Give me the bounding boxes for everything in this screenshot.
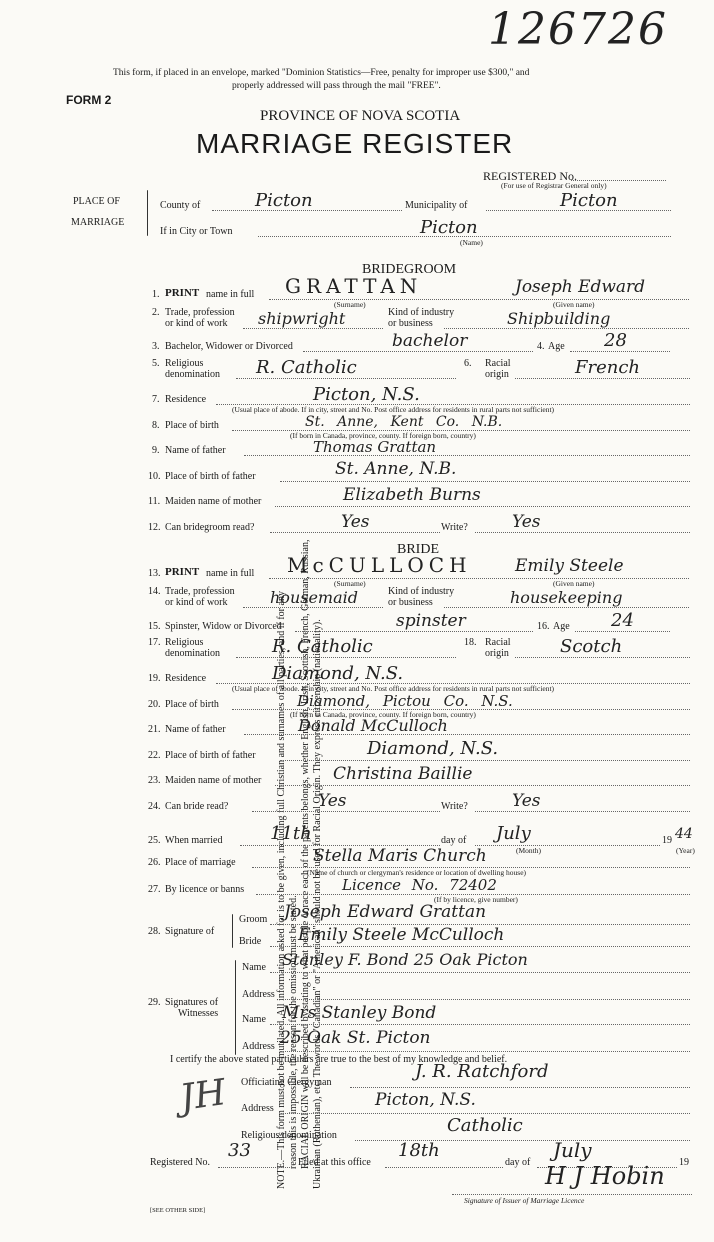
f16-number: 16. bbox=[537, 621, 550, 632]
city-value[interactable]: Picton bbox=[420, 217, 478, 238]
f18-label2: origin bbox=[485, 648, 509, 659]
bride-surname-hint: (Surname) bbox=[334, 579, 366, 588]
f24-number: 24. bbox=[148, 801, 161, 812]
f28-number: 28. bbox=[148, 926, 161, 937]
f8-label: Place of birth bbox=[165, 420, 219, 431]
bride-racial-origin[interactable]: Scotch bbox=[560, 636, 623, 657]
bride-write-label: Write? bbox=[441, 801, 468, 812]
place-label1: PLACE OF bbox=[73, 196, 120, 207]
f21-number: 21. bbox=[148, 724, 161, 735]
bride-industry-label1: Kind of industry bbox=[388, 586, 455, 597]
f20-label: Place of birth bbox=[165, 699, 219, 710]
f23-number: 23. bbox=[148, 775, 161, 786]
f1-print: PRINT bbox=[165, 287, 200, 299]
bride-surname[interactable]: McCULLOCH bbox=[287, 553, 472, 577]
filed-label: Filed at this office bbox=[298, 1157, 371, 1168]
f9-label: Name of father bbox=[165, 445, 226, 456]
filed-year-prefix: 19 bbox=[679, 1157, 689, 1168]
side-note-line3: RACIAL ORIGIN will be described by stating to what people or race each of the parents belongs, whether English, Irish, Scottish, French, German, Russian, bbox=[300, 539, 311, 1169]
f27-label: By licence or banns bbox=[165, 884, 245, 895]
filed-day[interactable]: 18th bbox=[398, 1140, 440, 1161]
bride-trade[interactable]: housemaid bbox=[270, 588, 358, 607]
f9-number: 9. bbox=[152, 445, 160, 456]
f5-label1: Religious bbox=[165, 358, 204, 369]
certify-statement: I certify the above stated particulars are true to the best of my knowledge and belief. bbox=[170, 1054, 508, 1065]
bride-industry[interactable]: housekeeping bbox=[510, 588, 623, 607]
bride-religion[interactable]: R. Catholic bbox=[272, 636, 373, 657]
groom-father-birthplace[interactable]: St. Anne, N.B. bbox=[335, 459, 457, 479]
clergy-address-label: Address bbox=[241, 1103, 274, 1114]
marriage-year[interactable]: 44 bbox=[675, 826, 693, 842]
marriage-licence-hint: (If by licence, give number) bbox=[434, 895, 518, 904]
county-label: County of bbox=[160, 200, 201, 211]
county-value[interactable]: Picton bbox=[255, 190, 313, 211]
f26-label: Place of marriage bbox=[165, 857, 236, 868]
f18-label1: Racial bbox=[485, 637, 511, 648]
registered-no-value[interactable]: 33 bbox=[228, 1140, 251, 1161]
f10-number: 10. bbox=[148, 471, 161, 482]
bride-residence[interactable]: Diamond, N.S. bbox=[272, 663, 404, 684]
f14-number: 14. bbox=[148, 586, 161, 597]
f29-label2: Witnesses bbox=[178, 1008, 219, 1019]
issuer-signature[interactable]: H J Hobin bbox=[545, 1162, 665, 1190]
notice-line2: properly addressed will pass through the mail "FREE". bbox=[232, 81, 441, 91]
f17-number: 17. bbox=[148, 637, 161, 648]
groom-surname[interactable]: GRATTAN bbox=[285, 274, 423, 298]
bride-industry-label2: or business bbox=[388, 597, 433, 608]
f7-number: 7. bbox=[152, 394, 160, 405]
f3-label: Bachelor, Widower or Divorced bbox=[165, 341, 293, 352]
groom-signature-label: Groom bbox=[239, 914, 268, 925]
groom-industry[interactable]: Shipbuilding bbox=[507, 309, 611, 328]
groom-residence[interactable]: Picton, N.S. bbox=[313, 384, 420, 405]
groom-birthplace[interactable]: St. Anne, Kent Co. N.B. bbox=[305, 414, 503, 430]
bride-can-write[interactable]: Yes bbox=[512, 791, 541, 811]
marriage-year-prefix: 19 bbox=[662, 835, 672, 846]
witness1-address-label: Address bbox=[242, 989, 275, 1000]
f13-number: 13. bbox=[148, 568, 161, 579]
groom-racial-origin[interactable]: French bbox=[575, 357, 641, 378]
marriage-place-hint: (Name of church or clergyman's residence or location of dwelling house) bbox=[307, 868, 527, 877]
bride-heading: BRIDE bbox=[397, 542, 439, 557]
groom-industry-label2: or business bbox=[388, 318, 433, 329]
groom-residence-hint: (Usual place of abode. If in city, street and No. Post office address for residents in rural parts not sufficient) bbox=[232, 405, 555, 414]
municipality-label: Municipality of bbox=[405, 200, 468, 211]
registrar-use-hint: (For use of Registrar General only) bbox=[501, 181, 607, 190]
f22-number: 22. bbox=[148, 750, 161, 761]
witness1-name-label: Name bbox=[242, 962, 266, 973]
f5-number: 5. bbox=[152, 358, 160, 369]
witness2-address-label: Address bbox=[242, 1041, 275, 1052]
f7-label: Residence bbox=[165, 394, 207, 405]
f21-label: Name of father bbox=[165, 724, 226, 735]
side-note-line1: NOTE.—This form must not be mutilated. All information asked for is to be given, including full Christian and surnames of all parties, and if for any bbox=[276, 591, 287, 1189]
clergy-label: Officiating Clergyman bbox=[241, 1077, 332, 1088]
f22-label: Place of birth of father bbox=[165, 750, 256, 761]
city-name-hint: (Name) bbox=[460, 238, 483, 247]
registered-no-footer-label: Registered No. bbox=[150, 1157, 210, 1168]
f24-label: Can bride read? bbox=[165, 801, 229, 812]
f13-print: PRINT bbox=[165, 566, 200, 578]
f1-label: name in full bbox=[206, 289, 255, 300]
side-note-line2: reason this is impossible, the reason for the omission must be stated. bbox=[288, 895, 299, 1169]
f14-label1: Trade, profession bbox=[165, 586, 235, 597]
groom-industry-label1: Kind of industry bbox=[388, 307, 455, 318]
f4-number: 4. bbox=[537, 341, 545, 352]
bride-father[interactable]: Donald McCulloch bbox=[298, 716, 448, 735]
f11-number: 11. bbox=[148, 496, 161, 507]
clergy-religion-label: Religious denomination bbox=[241, 1130, 337, 1141]
bridegroom-heading: BRIDEGROOM bbox=[362, 262, 457, 277]
f15-label: Spinster, Widow or Divorced bbox=[165, 621, 282, 632]
groom-mother[interactable]: Elizabeth Burns bbox=[343, 485, 481, 505]
groom-given-name[interactable]: Joseph Edward bbox=[515, 277, 646, 297]
f14-label2: or kind of work bbox=[165, 597, 228, 608]
groom-write-label: Write? bbox=[441, 522, 468, 533]
f12-label: Can bridegroom read? bbox=[165, 522, 255, 533]
bride-father-birthplace[interactable]: Diamond, N.S. bbox=[367, 738, 499, 759]
form-label: FORM 2 bbox=[66, 93, 112, 107]
f6-label2: origin bbox=[485, 369, 509, 380]
bride-signature[interactable]: Emily Steele McCulloch bbox=[298, 925, 505, 945]
f2-label2: or kind of work bbox=[165, 318, 228, 329]
clergy-religion[interactable]: Catholic bbox=[447, 1115, 523, 1136]
f13-label: name in full bbox=[206, 568, 255, 579]
groom-status[interactable]: bachelor bbox=[392, 331, 468, 351]
witness2-name-label: Name bbox=[242, 1014, 266, 1025]
f19-number: 19. bbox=[148, 673, 161, 684]
groom-signature[interactable]: Joseph Edward Grattan bbox=[284, 902, 487, 922]
marriage-licence[interactable]: Licence No. 72402 bbox=[342, 876, 497, 894]
bride-mother[interactable]: Christina Baillie bbox=[333, 764, 473, 784]
issuer-signature-label: Signature of Issuer of Marriage Licence bbox=[464, 1196, 585, 1205]
groom-can-read[interactable]: Yes bbox=[341, 512, 370, 532]
f5-label2: denomination bbox=[165, 369, 220, 380]
filed-month[interactable]: July bbox=[553, 1138, 592, 1162]
witness2-name[interactable]: Mrs Stanley Bond bbox=[282, 1003, 437, 1023]
see-other-side: [SEE OTHER SIDE] bbox=[150, 1207, 206, 1214]
f26-number: 26. bbox=[148, 857, 161, 868]
f2-label1: Trade, profession bbox=[165, 307, 235, 318]
f29-label1: Signatures of bbox=[165, 997, 219, 1008]
groom-given-hint: (Given name) bbox=[553, 300, 595, 309]
groom-father[interactable]: Thomas Grattan bbox=[313, 438, 437, 456]
marriage-month-hint: (Month) bbox=[516, 846, 541, 855]
margin-initials: JH bbox=[177, 1072, 229, 1119]
witness2-address[interactable]: 25 Oak St. Picton bbox=[280, 1028, 431, 1048]
f27-number: 27. bbox=[148, 884, 161, 895]
bride-residence-hint: (Usual place of abode. If in city, street and No. Post office address for residents in rural parts not sufficient) bbox=[232, 684, 555, 693]
witness1-name[interactable]: Stanley F. Bond 25 Oak Picton bbox=[282, 950, 528, 969]
side-note-line4: Ukrainian (Ruthenian), etc. The words "Canadian" or "American" should not be used for Racial Origin. They express citizenship (nationality). bbox=[312, 619, 323, 1189]
bride-status[interactable]: spinster bbox=[396, 611, 466, 631]
marriage-place[interactable]: Stella Maris Church bbox=[313, 846, 487, 866]
f29-number: 29. bbox=[148, 997, 161, 1008]
f20-number: 20. bbox=[148, 699, 161, 710]
bride-age[interactable]: 24 bbox=[611, 610, 634, 631]
f6-label1: Racial bbox=[485, 358, 511, 369]
groom-can-write[interactable]: Yes bbox=[512, 512, 541, 532]
marriage-day[interactable]: 11th bbox=[270, 823, 312, 844]
bride-can-read[interactable]: Yes bbox=[318, 791, 347, 811]
bride-birth-hint: (If born in Canada, province, county. If foreign born, country) bbox=[290, 710, 476, 719]
f25-label: When married bbox=[165, 835, 223, 846]
f2-number: 2. bbox=[152, 307, 160, 318]
f17-label1: Religious bbox=[165, 637, 204, 648]
groom-surname-hint: (Surname) bbox=[334, 300, 366, 309]
city-label: If in City or Town bbox=[160, 226, 233, 237]
registered-no-label: REGISTERED No. bbox=[483, 169, 577, 183]
filed-day-label: day of bbox=[505, 1157, 531, 1168]
clergy-address[interactable]: Picton, N.S. bbox=[375, 1090, 476, 1110]
f6-number: 6. bbox=[464, 358, 472, 369]
bride-given-name[interactable]: Emily Steele bbox=[515, 556, 624, 576]
clergy-name[interactable]: J. R. Ratchford bbox=[415, 1061, 549, 1082]
f25-number: 25. bbox=[148, 835, 161, 846]
notice-line1: This form, if placed in an envelope, marked "Dominion Statistics—Free, penalty for improper use $300," and bbox=[113, 68, 530, 78]
f18-number: 18. bbox=[464, 637, 477, 648]
f3-number: 3. bbox=[152, 341, 160, 352]
groom-age[interactable]: 28 bbox=[604, 330, 627, 351]
marriage-year-hint: (Year) bbox=[676, 846, 695, 855]
groom-birth-hint: (If born in Canada, province, county. If foreign born, country) bbox=[290, 431, 476, 440]
page-title: MARRIAGE REGISTER bbox=[196, 128, 514, 159]
document-number: 126726 bbox=[488, 4, 668, 55]
municipality-value[interactable]: Picton bbox=[560, 190, 618, 211]
f16-label: Age bbox=[553, 621, 570, 632]
f19-label: Residence bbox=[165, 673, 207, 684]
f12-number: 12. bbox=[148, 522, 161, 533]
groom-trade[interactable]: shipwright bbox=[258, 309, 346, 328]
groom-religion[interactable]: R. Catholic bbox=[256, 357, 357, 378]
bride-signature-label: Bride bbox=[239, 936, 262, 947]
bride-given-hint: (Given name) bbox=[553, 579, 595, 588]
f15-number: 15. bbox=[148, 621, 161, 632]
place-label2: MARRIAGE bbox=[71, 217, 125, 228]
f17-label2: denomination bbox=[165, 648, 220, 659]
f1-number: 1. bbox=[152, 289, 160, 300]
f11-label: Maiden name of mother bbox=[165, 496, 262, 507]
f8-number: 8. bbox=[152, 420, 160, 431]
f28-label: Signature of bbox=[165, 926, 215, 937]
f23-label: Maiden name of mother bbox=[165, 775, 262, 786]
f10-label: Place of birth of father bbox=[165, 471, 256, 482]
marriage-day-label: day of bbox=[441, 835, 467, 846]
province-heading: PROVINCE OF NOVA SCOTIA bbox=[260, 108, 461, 124]
marriage-month[interactable]: July bbox=[496, 823, 531, 844]
f4-label: Age bbox=[548, 341, 565, 352]
bride-birthplace[interactable]: Diamond, Pictou Co. N.S. bbox=[297, 692, 513, 710]
